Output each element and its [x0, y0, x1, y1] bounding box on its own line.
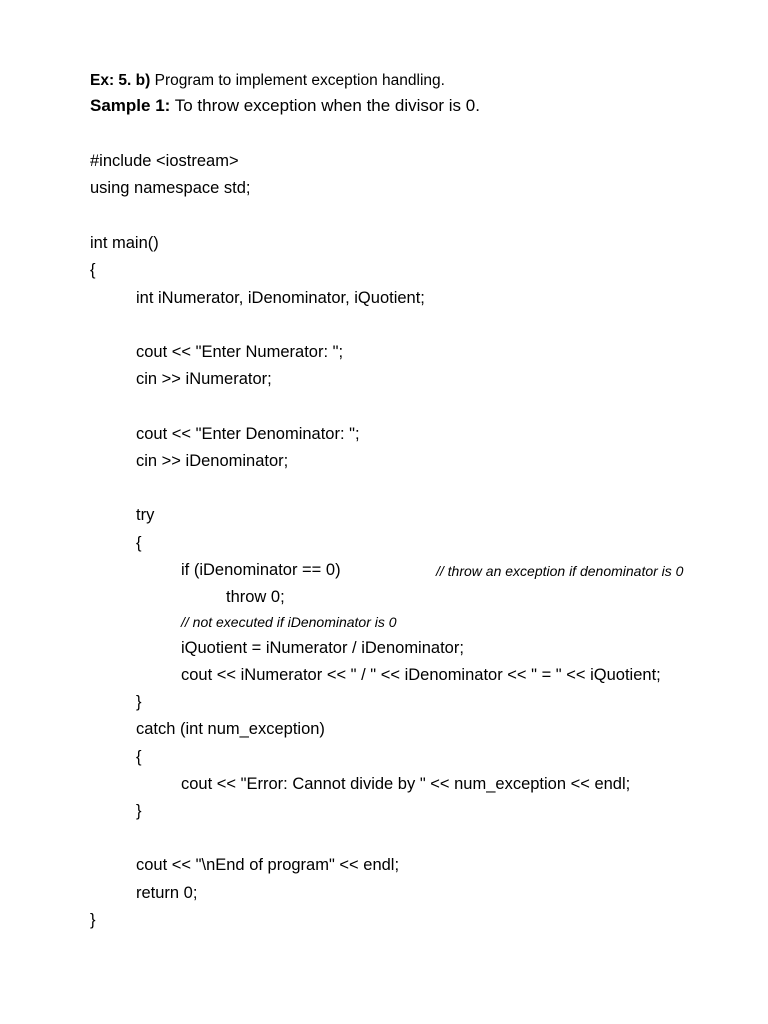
sample-description: To throw exception when the divisor is 0.	[174, 96, 480, 115]
code-line-main-open-brace: {	[90, 261, 96, 279]
code-line-include: #include <iostream>	[90, 152, 239, 170]
code-line-read-denominator: cin >> iDenominator;	[136, 452, 289, 470]
code-line-declarations: int iNumerator, iDenominator, iQuotient;	[136, 289, 425, 307]
code-line-prompt-denominator: cout << "Enter Denominator: ";	[136, 425, 360, 443]
code-line-main: int main()	[90, 234, 159, 252]
code-line-output-result: cout << iNumerator << " / " << iDenominator << " = " << iQuotient;	[181, 666, 661, 684]
exercise-heading	[90, 72, 445, 90]
sample-heading	[90, 96, 480, 116]
code-line-catch-close-brace: }	[136, 802, 142, 820]
code-line-error-output: cout << "Error: Cannot divide by " << num_exception << endl;	[181, 775, 631, 793]
code-line-try: try	[136, 506, 155, 524]
code-line-end-message: cout << "\nEnd of program" << endl;	[136, 856, 400, 874]
code-line-main-close-brace: }	[90, 911, 96, 929]
code-line-catch-open-brace: {	[136, 748, 142, 766]
code-line-catch: catch (int num_exception)	[136, 720, 325, 738]
code-line-quotient: iQuotient = iNumerator / iDenominator;	[181, 639, 464, 657]
sample-label: Sample 1:	[90, 96, 171, 115]
exercise-label: Ex: 5. b)	[90, 72, 151, 89]
code-line-namespace: using namespace std;	[90, 179, 251, 197]
code-line-read-numerator: cin >> iNumerator;	[136, 370, 272, 388]
code-comment-throw: // throw an exception if denominator is 0	[436, 563, 684, 579]
code-line-return: return 0;	[136, 884, 198, 902]
code-line-try-close-brace: }	[136, 693, 142, 711]
code-line-throw: throw 0;	[226, 588, 285, 606]
code-comment-not-executed: // not executed if iDenominator is 0	[181, 614, 397, 630]
code-line-prompt-numerator: cout << "Enter Numerator: ";	[136, 343, 344, 361]
exercise-title: Program to implement exception handling.	[154, 72, 445, 89]
code-line-try-open-brace: {	[136, 534, 142, 552]
code-line-if-check: if (iDenominator == 0)	[181, 561, 341, 579]
